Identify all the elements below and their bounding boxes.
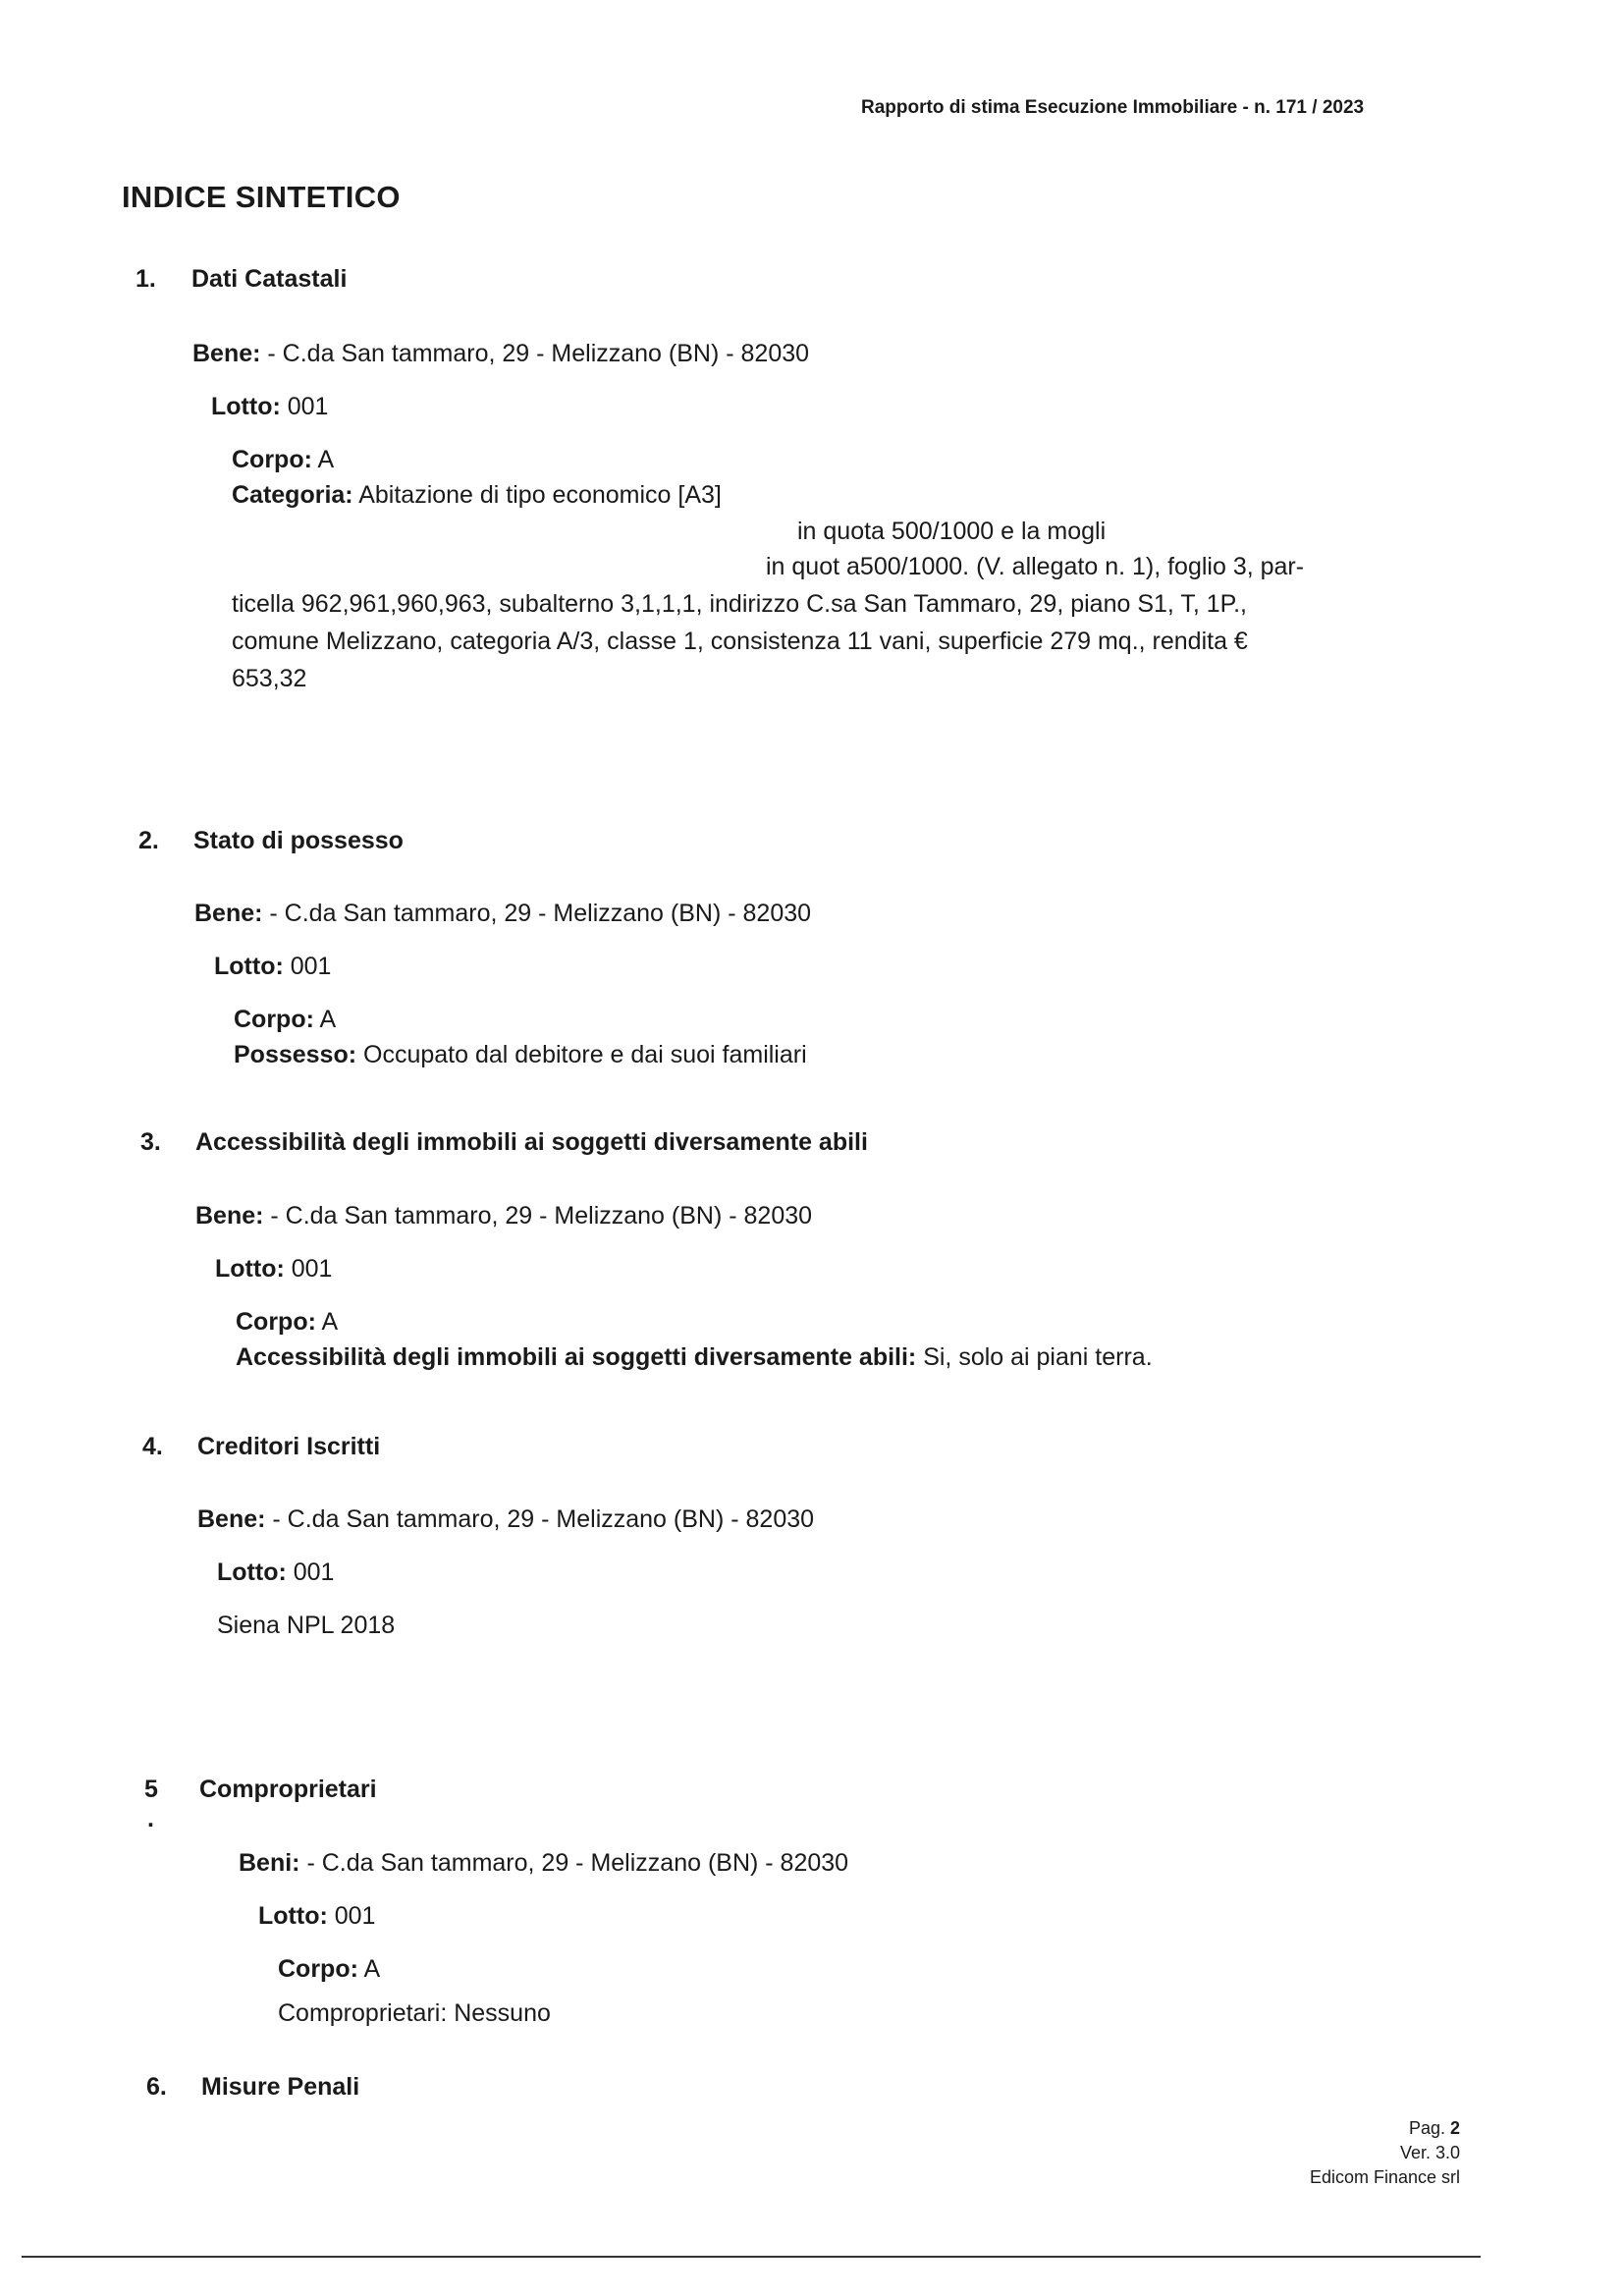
beni-value: - C.da San tammaro, 29 - Melizzano (BN) - 82030: [299, 1849, 849, 1877]
section-1-corpo: [232, 446, 334, 474]
corpo-label: Corpo:: [278, 1955, 358, 1983]
possesso-value: Occupato dal debitore e dai suoi familiari: [356, 1041, 807, 1068]
corpo-value: A: [313, 1006, 337, 1033]
lotto-value: 001: [286, 1558, 335, 1586]
section-3-accessibility: [236, 1343, 1153, 1372]
section-5-corpo: [278, 1955, 380, 1984]
corpo-value: A: [315, 1308, 339, 1336]
lotto-value: 001: [283, 953, 332, 980]
section-5-dot: .: [147, 1805, 154, 1832]
section-1-lotto: [211, 393, 328, 421]
section-1-detail-line-5: 653,32: [232, 665, 307, 692]
section-3-bene: [195, 1202, 812, 1230]
corpo-value: A: [357, 1955, 381, 1983]
page-title: INDICE SINTETICO: [122, 180, 401, 214]
bene-value: - C.da San tammaro, 29 - Melizzano (BN) - 82030: [265, 1505, 815, 1533]
section-3-lotto: [215, 1255, 332, 1284]
lotto-value: 001: [284, 1255, 333, 1283]
section-2-title: Stato di possesso: [193, 827, 404, 854]
lotto-value: 001: [327, 1902, 376, 1930]
section-2-number: 2.: [138, 827, 159, 854]
bene-label: Bene:: [195, 1202, 264, 1230]
footer-page: [1409, 2118, 1460, 2139]
section-5-number: 5: [144, 1776, 158, 1803]
section-1-title: Dati Catastali: [191, 265, 348, 293]
lotto-label: Lotto:: [217, 1558, 287, 1586]
section-3-corpo: [236, 1308, 338, 1337]
footer-divider: [22, 2256, 1481, 2258]
corpo-label: Corpo:: [232, 446, 312, 473]
section-1-detail-line-3: ticella 962,961,960,963, subalterno 3,1,1,1, indirizzo C.sa San Tammaro, 29, piano S1, T, 1P.,: [232, 590, 1247, 618]
bene-label: Bene:: [197, 1505, 266, 1533]
beni-label: Beni:: [239, 1849, 300, 1877]
section-5-beni: [239, 1849, 848, 1878]
section-2-lotto: [214, 953, 331, 981]
section-6-title: Misure Penali: [201, 2073, 360, 2101]
lotto-label: Lotto:: [258, 1902, 328, 1930]
bene-label: Bene:: [192, 340, 261, 367]
bene-value: - C.da San tammaro, 29 - Melizzano (BN) - 82030: [263, 1202, 813, 1230]
section-2-bene: [194, 900, 811, 928]
possesso-label: Possesso:: [234, 1041, 357, 1068]
section-2-possesso: [234, 1041, 807, 1069]
lotto-label: Lotto:: [214, 953, 284, 980]
categoria-label: Categoria:: [232, 481, 353, 509]
corpo-value: A: [311, 446, 335, 473]
section-4-title: Creditori Iscritti: [197, 1433, 381, 1460]
lotto-value: 001: [280, 393, 329, 420]
section-4-creditor: Siena NPL 2018: [217, 1612, 396, 1639]
page-number: 2: [1449, 2118, 1460, 2138]
section-1-detail-line-2: in quot a500/1000. (V. allegato n. 1), foglio 3, par-: [766, 553, 1305, 580]
bene-value: - C.da San tammaro, 29 - Melizzano (BN) - 82030: [260, 340, 810, 367]
section-6-number: 6.: [146, 2073, 167, 2101]
section-3-title: Accessibilità degli immobili ai soggetti diversamente abili: [195, 1128, 868, 1156]
accessibility-value: Si, solo ai piani terra.: [916, 1343, 1153, 1371]
section-1-number: 1.: [135, 265, 156, 293]
page-label: Pag.: [1408, 2118, 1445, 2138]
section-5-comproprietari: Comproprietari: Nessuno: [278, 1999, 551, 2027]
categoria-value: Abitazione di tipo economico [A3]: [352, 481, 722, 509]
footer-version: Ver. 3.0: [1399, 2143, 1460, 2162]
section-4-lotto: [217, 1558, 334, 1587]
section-1-detail-line-1: in quota 500/1000 e la mogli: [797, 518, 1107, 545]
section-4-bene: [197, 1505, 814, 1534]
document-header: Rapporto di stima Esecuzione Immobiliare - n. 171 / 2023: [861, 97, 1365, 118]
lotto-label: Lotto:: [211, 393, 281, 420]
lotto-label: Lotto:: [215, 1255, 285, 1283]
accessibility-label: Accessibilità degli immobili ai soggetti diversamente abili:: [236, 1343, 917, 1371]
bene-value: - C.da San tammaro, 29 - Melizzano (BN) - 82030: [262, 900, 812, 927]
section-1-categoria: [232, 481, 722, 510]
corpo-label: Corpo:: [236, 1308, 316, 1336]
footer-company: Edicom Finance srl: [1309, 2167, 1460, 2187]
section-3-number: 3.: [140, 1128, 161, 1156]
bene-label: Bene:: [194, 900, 263, 927]
section-2-corpo: [234, 1006, 336, 1034]
section-4-number: 4.: [142, 1433, 163, 1460]
section-5-title: Comproprietari: [199, 1776, 377, 1803]
section-1-bene: [192, 340, 809, 368]
section-5-lotto: [258, 1902, 375, 1931]
corpo-label: Corpo:: [234, 1006, 314, 1033]
section-1-detail-line-4: comune Melizzano, categoria A/3, classe 1, consistenza 11 vani, superficie 279 mq., rendita €: [232, 628, 1248, 655]
